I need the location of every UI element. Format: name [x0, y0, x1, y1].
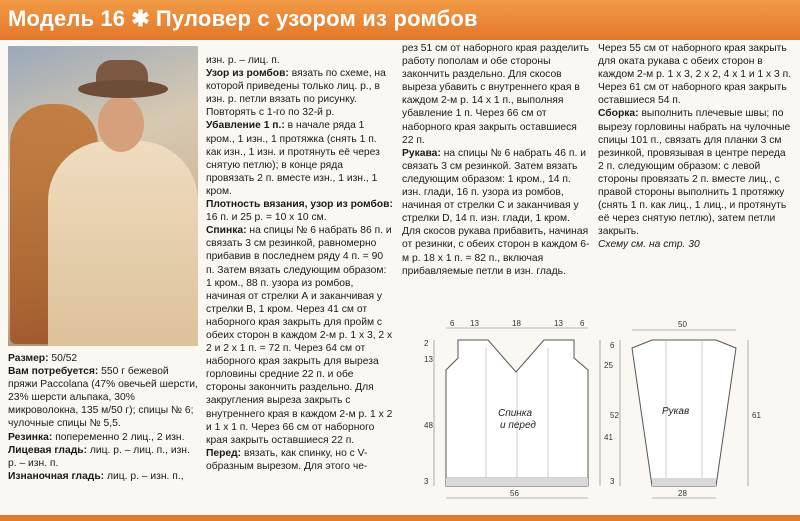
- density-label: Плотность вязания, узор из ромбов:: [206, 199, 393, 211]
- dim-sleeve-left-3: 3: [610, 477, 615, 486]
- body-label-2: и перед: [500, 420, 536, 431]
- model-photo: [8, 46, 198, 346]
- dim-right-1: 25: [604, 361, 613, 370]
- col3-text: рез 51 см от наборного края разделить работу пополам и обе стороны закончить раздельно. Для скосов выреза убавить с внутреннего края в каждом 2-м р. 14 х 1 п., выполняя убавление 1 п. Через 66 см от наборного края закрыть оставшиеся 22 п.: [402, 43, 590, 146]
- column-front-sleeves: [402, 42, 590, 278]
- dim-left-1: 2: [424, 339, 429, 348]
- body-label-1: Спинка: [498, 408, 533, 419]
- dim-top-2: 13: [470, 319, 479, 328]
- front-text: вязать, как спинку, но с V-образным вырезом. Для этого че-: [206, 447, 368, 472]
- star-icon: ✱: [131, 6, 150, 31]
- dim-sleeve-right: 61: [752, 411, 761, 420]
- model-number: 16: [100, 6, 126, 31]
- dim-right-2: 41: [604, 433, 613, 442]
- dim-top-5: 6: [580, 319, 585, 328]
- assembly-label: Сборка:: [598, 108, 639, 120]
- page-header: [0, 0, 800, 40]
- dim-left-4: 3: [424, 477, 429, 486]
- back-label: Спинка:: [206, 225, 247, 237]
- column-patterns: [206, 54, 394, 473]
- sleeve-text: на спицы № 6 набрать 46 п. и связать 3 см резинкой. Затем вязать следующим образом: 1 кром., 14 п. изн. глади, 16 п. узора из ромбов, начиная от стрелки С и заканчивая у стрелки D, 14 п. изн. глади, 1 кром. Для скосов рукава прибавить, начиная от резинки, с обеих сторон в каждом 6-м р. 18 х 1 п. = 82 п., включая прибавляемые петли в изн. гладь.: [402, 147, 590, 277]
- dim-top-1: 6: [450, 319, 455, 328]
- column-assembly: [598, 42, 794, 252]
- needs-label: Вам потребуется:: [8, 366, 99, 378]
- size-label: Размер:: [8, 353, 49, 364]
- face-text: лиц. р. – лиц. п., изн. р. – изн. п.: [8, 444, 190, 469]
- column-materials: [8, 352, 200, 483]
- back-text: на спицы № 6 набрать 86 п. и связать 3 см резинкой, равномерно прибавив в последнем ряду 4 п. = 90 п. Затем вязать следующим образом: 1 кром., 88 п. узора из ромбов, начиная от стрелки А и заканчивая у стрелки В, 1 кром. Через 41 см от наборного края закрыть для пройм с обеих сторон в каждом 2-м р. 1 х 3, 2 х 2 и 2 х 1 п. = 72 п. Через 64 см от наборного края закрыть для выреза горловины средние 22 п. и обе стороны закончить раздельно. Для закругления выреза закрыть с внутреннего края в каждом 2-м р. 1 х 2 и 1 х 1 п. Через 66 см от наборного края закрыть оставшиеся 22 п.: [206, 225, 393, 446]
- photo-man-sweater: [48, 141, 198, 346]
- dim-sleeve-left-2: 52: [610, 411, 619, 420]
- front-label: Перед:: [206, 447, 242, 459]
- header-title: [8, 6, 478, 32]
- diamond-label: Узор из ромбов:: [206, 68, 289, 80]
- photo-man-head: [98, 96, 144, 152]
- dim-left-3: 48: [424, 421, 433, 430]
- face-label: Лицевая гладь:: [8, 444, 87, 456]
- sleeve-diagram-label: Рукав: [662, 406, 690, 417]
- col2-intro: изн. р. – лиц. п.: [206, 55, 280, 66]
- purl-label: Изнаночная гладь:: [8, 470, 105, 482]
- decrease-text: в начале ряда 1 кром., 1 изн., 1 протяжка (снять 1 п. как изн., 1 изн. и протянуть её через снятую петлю); в конце ряда провязать 2 п. вместе изн., 1 изн., 1 кром.: [206, 120, 380, 197]
- col4-text: Через 55 см от наборного края закрыть для оката рукава с обеих сторон в каждом 2-м р. 1 х 3, 2 х 2, 4 х 1 и 1 х 3 п. Через 61 см от наборного края закрыть оставшиеся 54 п.: [598, 43, 792, 107]
- pattern-diagram: [420, 318, 790, 512]
- dim-top-3: 18: [512, 319, 521, 328]
- dim-sleeve-left-1: 6: [610, 341, 615, 350]
- dim-left-2: 13: [424, 355, 433, 364]
- scheme-reference: Схему см. на стр. 30: [598, 239, 700, 251]
- rib-text: попеременно 2 лиц., 2 изн.: [55, 431, 185, 443]
- purl-text: лиц. р. – изн. п.,: [106, 470, 184, 482]
- photo-hat-brim: [78, 80, 168, 98]
- dim-body-width: 56: [510, 489, 519, 498]
- needs-text: 550 г бежевой пряжи Paccolana (47% овечьей шерсти, 23% шерсти альпака, 30% микроволокна, 135 м/50 г); спицы № 6; чулочные спицы № 5,5.: [8, 366, 198, 430]
- sleeve-label: Рукава:: [402, 147, 441, 159]
- size-value: 50/52: [51, 353, 78, 364]
- page-bottom-bar: [0, 515, 800, 521]
- density-text: 16 п. и 25 р. = 10 х 10 см.: [206, 212, 327, 224]
- rib-label: Резинка:: [8, 431, 53, 443]
- dim-top-4: 13: [554, 319, 563, 328]
- dim-sleeve-top: 50: [678, 320, 687, 329]
- diamond-text: вязать по схеме, на которой приведены только лиц. р., в изн. р. петли вязать по рисунку. Повторять с 1-го по 32-й р.: [206, 68, 386, 119]
- decrease-label: Убавление 1 п.:: [206, 120, 285, 132]
- dim-sleeve-bottom: 28: [678, 489, 687, 498]
- assembly-text: выполнить плечевые швы; по вырезу горловины набрать на чулочные спицы 101 п., связать для планки 3 см резинкой, провязывая в центре переда 2 п. следующим образом: с левой стороны провязать 2 п. вместе лиц., с правой стороны выполнить 1 протяжку (снять 1 п. как лиц., 1 лиц., и протянуть её через снятую петлю), затем петли закрыть.: [598, 108, 791, 238]
- pattern-title: Пуловер с узором из ромбов: [155, 6, 478, 31]
- model-word: Модель: [8, 6, 95, 31]
